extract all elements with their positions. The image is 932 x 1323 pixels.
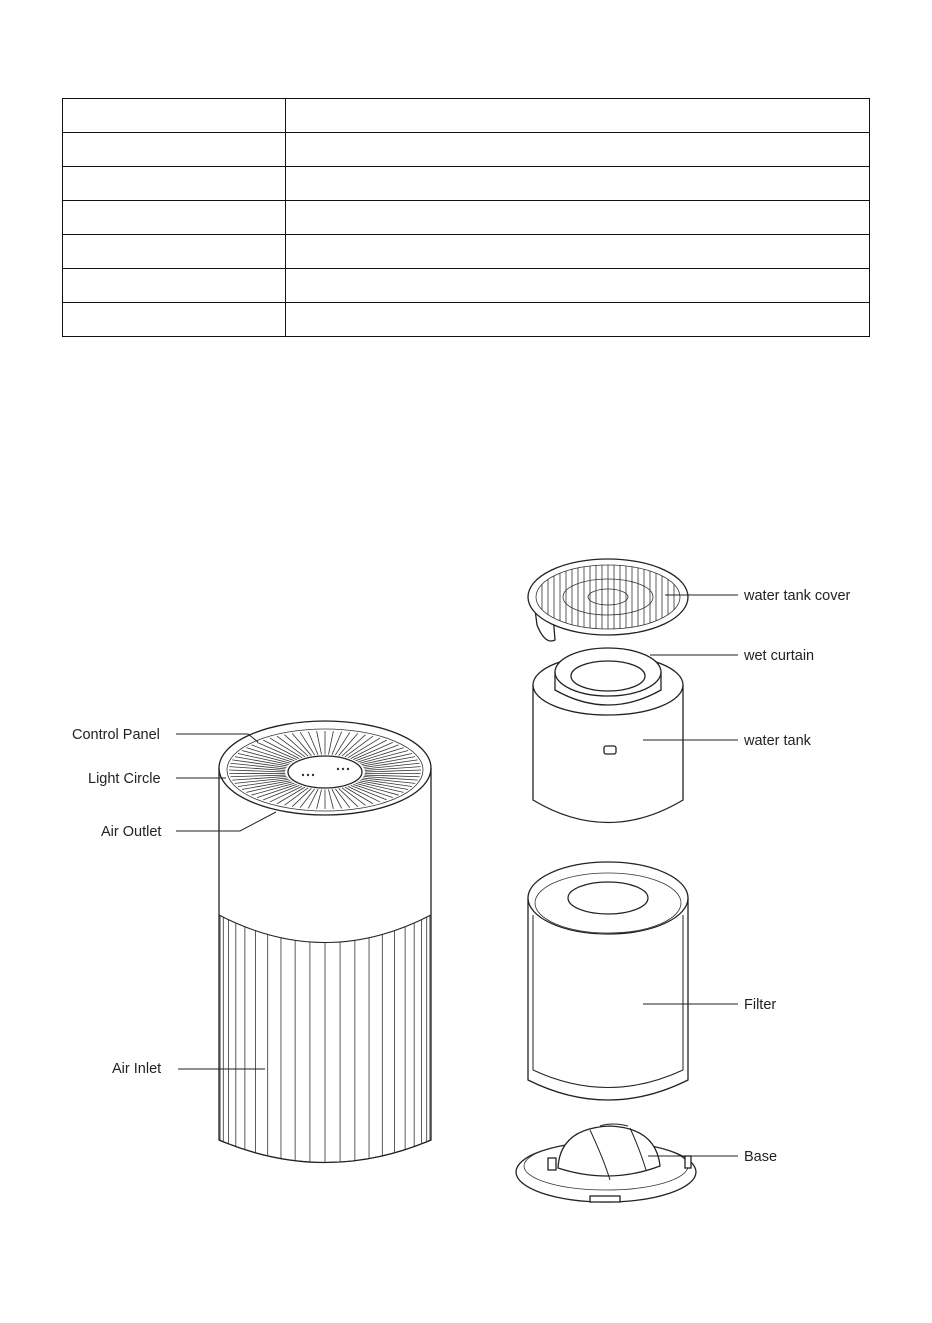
water-tank-illustration <box>533 648 683 823</box>
spec-table-row <box>63 167 870 201</box>
spec-value-cell <box>286 167 870 201</box>
label-water-tank: water tank <box>744 733 811 749</box>
spec-value-cell <box>286 303 870 337</box>
label-air-outlet: Air Outlet <box>101 824 162 840</box>
spec-table-row <box>63 99 870 133</box>
spec-label-cell <box>63 235 286 269</box>
water-tank-cover-illustration <box>528 559 688 641</box>
spec-label-cell <box>63 303 286 337</box>
label-filter: Filter <box>744 997 777 1013</box>
spec-table-row <box>63 133 870 167</box>
product-diagram <box>0 540 932 1220</box>
assembled-purifier-illustration <box>219 721 431 1190</box>
spec-value-cell <box>286 269 870 303</box>
label-wet-curtain: wet curtain <box>744 648 815 664</box>
label-air-inlet: Air Inlet <box>112 1061 162 1077</box>
spec-table <box>62 98 870 337</box>
label-base: Base <box>744 1149 778 1165</box>
spec-table-row <box>63 303 870 337</box>
label-control-panel: Control Panel <box>72 727 160 743</box>
label-water-tank-cover: water tank cover <box>744 588 851 604</box>
spec-table-body <box>63 99 870 337</box>
spec-label-cell <box>63 133 286 167</box>
spec-label-cell <box>63 269 286 303</box>
spec-label-cell <box>63 167 286 201</box>
spec-value-cell <box>286 201 870 235</box>
spec-table-row <box>63 201 870 235</box>
base-illustration <box>516 1124 696 1202</box>
spec-value-cell <box>286 99 870 133</box>
spec-label-cell <box>63 201 286 235</box>
spec-value-cell <box>286 235 870 269</box>
spec-table-row <box>63 269 870 303</box>
spec-table-row <box>63 235 870 269</box>
spec-label-cell <box>63 99 286 133</box>
label-light-circle: Light Circle <box>88 771 161 787</box>
filter-illustration <box>528 862 688 1100</box>
spec-value-cell <box>286 133 870 167</box>
